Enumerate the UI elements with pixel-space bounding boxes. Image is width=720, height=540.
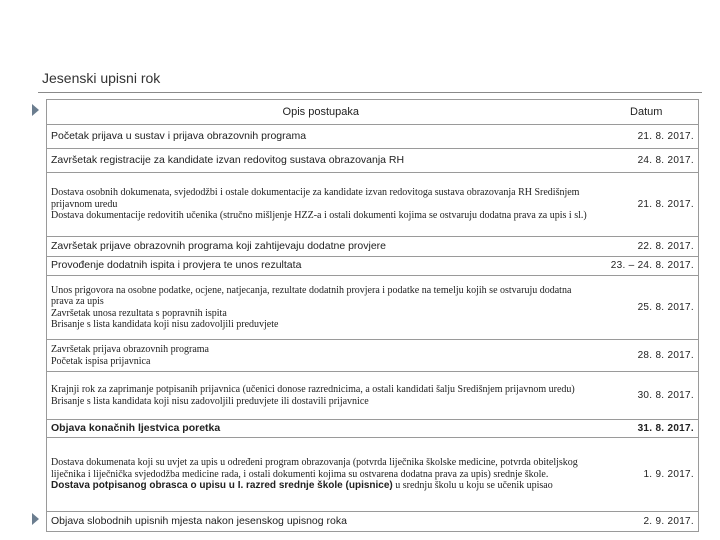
row-description: Provođenje dodatnih ispita i provjera te unos rezultata [47, 257, 595, 276]
row-description: Objava slobodnih upisnih mjesta nakon jesenskog upisnog roka [47, 512, 595, 532]
table-row [47, 276, 699, 340]
row-description: Objava konačnih ljestvica poretka [47, 420, 595, 438]
table-row [47, 372, 699, 420]
row-date: 2. 9. 2017. [595, 512, 699, 532]
row-description: Dostava dokumenata koji su uvjet za upis u određeni program obrazovanja (potvrda liječnika školske medicine, potvrda obiteljskog liječnika i liječnička svjedodžba medicine rada, i ostali dokumenti kojima su ostvarena dodatna prava za upis) srednje škole. Dostava potpisanog obrasca o upisu u I. razred srednje škole (upisnice) u srednju školu u koju se učenik upisao [47, 438, 595, 512]
table-row [47, 420, 699, 438]
row-description: Unos prigovora na osobne podatke, ocjene, natjecanja, rezultate dodatnih provjera i podatke na temelju kojih se ostvaruju dodatna prava za upis Završetak unosa rezultata s popravnih ispita Brisanje s lista kandidata koji nisu zadovoljili preduvjete [47, 276, 595, 340]
table-row [47, 237, 699, 257]
bold-phrase: Dostava potpisanog obrasca o upisu u I. razred srednje škole (upisnice) [51, 480, 393, 492]
row-date: 21. 8. 2017. [595, 125, 699, 149]
row-date: 24. 8. 2017. [595, 149, 699, 173]
row-description: Završetak prijava obrazovnih programa Početak ispisa prijavnica [47, 340, 595, 372]
row-date: 23. – 24. 8. 2017. [595, 257, 699, 276]
rest-phrase: u srednju školu u koju se učenik upisao [392, 480, 553, 492]
header-date: Datum [630, 106, 663, 118]
bullet-marker-icon [32, 104, 39, 116]
row-description: Završetak prijave obrazovnih programa koji zahtijevaju dodatne provjere [47, 237, 595, 257]
bullet-marker-icon [32, 513, 39, 525]
row-description: Krajnji rok za zaprimanje potpisanih prijavnica (učenici donose razrednicima, a ostali kandidati šalju Središnjem prijavnom uredu) Brisanje s lista kandidata koji nisu zadovoljili preduvjete ili dostavili prijavnice [47, 372, 595, 420]
table-row [47, 340, 699, 372]
header-description: Opis postupaka [282, 106, 359, 118]
table-row [47, 257, 699, 276]
row-date: 25. 8. 2017. [595, 276, 699, 340]
row-date: 21. 8. 2017. [595, 173, 699, 237]
title-divider [38, 92, 702, 93]
table-row [47, 512, 699, 532]
row-date: 1. 9. 2017. [595, 438, 699, 512]
row-description: Početak prijava u sustav i prijava obrazovnih programa [47, 125, 595, 149]
row-description: Dostava osobnih dokumenata, svjedodžbi i ostale dokumentacije za kandidate izvan redovitoga sustava obrazovanja RH Središnjem prijavnom uredu Dostava dokumentacije redovitih učenika (stručno mišljenje HZZ-a i ostali dokumenti kojima se ostvaruju dodatna prava za upis i sl.) [47, 173, 595, 237]
row-description: Završetak registracije za kandidate izvan redovitog sustava obrazovanja RH [47, 149, 595, 173]
row-date: 28. 8. 2017. [595, 340, 699, 372]
slide-title: Jesenski upisni rok [42, 70, 161, 86]
schedule-table [46, 99, 699, 532]
table-row [47, 125, 699, 149]
table-header-row [47, 100, 699, 125]
row-date: 22. 8. 2017. [595, 237, 699, 257]
table-row [47, 149, 699, 173]
row-date: 31. 8. 2017. [595, 420, 699, 438]
table-row [47, 438, 699, 512]
table-row [47, 173, 699, 237]
row-date: 30. 8. 2017. [595, 372, 699, 420]
